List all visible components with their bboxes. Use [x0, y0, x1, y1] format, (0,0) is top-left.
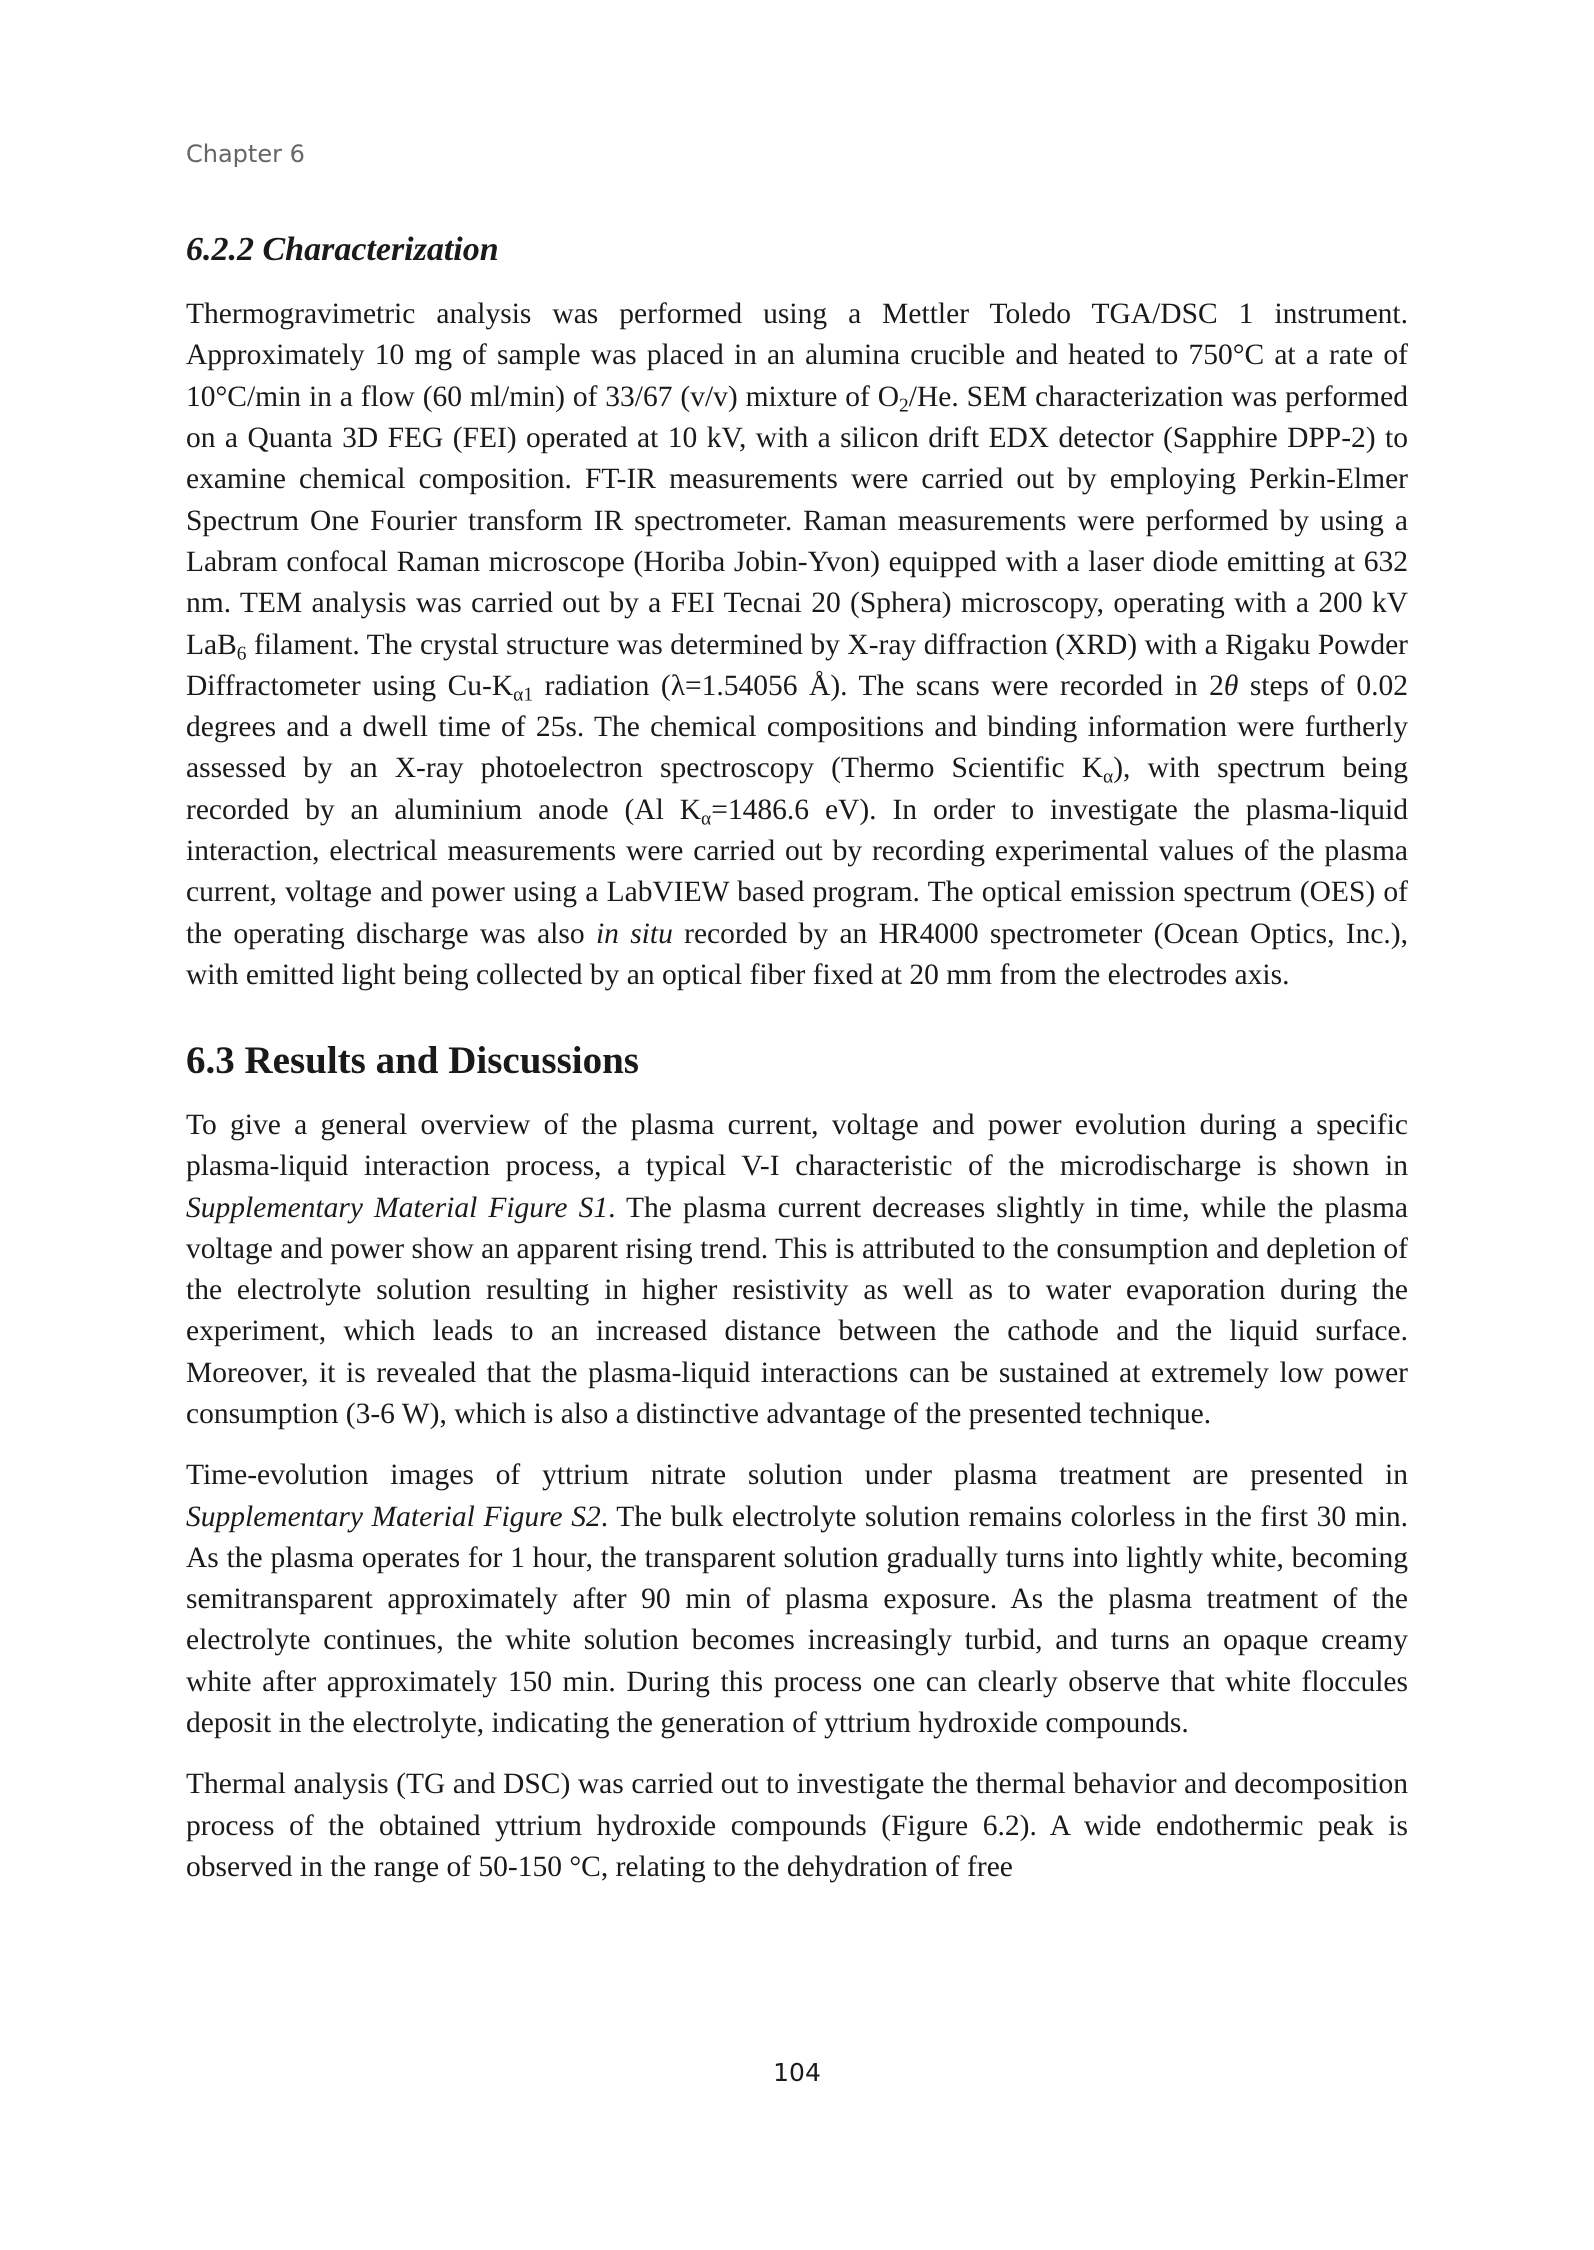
text-run: To give a general overview of the plasma current, voltage and power evolution during a specific plasma-liquid interaction process, a typical V-I characteristic of the microdischarge is shown in [186, 1108, 1408, 1183]
figure-reference: Supplementary Material Figure S1 [186, 1191, 609, 1224]
italic-run: in situ [595, 917, 673, 950]
text-run: Thermogravimetric analysis was performed using a Mettler Toledo TGA/DSC 1 instrument. Approximately 10 mg of sample was placed in an alumina crucible and heated to 750°C at a rate of 10°C/min in a flow (60 ml/min) of 33/67 (v/v) mixture of O [186, 298, 1408, 413]
page-content [186, 228, 1408, 1908]
subscript: 6 [236, 643, 247, 664]
text-run: filament. The crystal structure was determined by X-ray diffraction (XRD) with a Rigaku Powder Diffractometer using Cu-K [186, 628, 1408, 702]
text-run: Time-evolution images of yttrium nitrate solution under plasma treatment are presented in [186, 1459, 1408, 1492]
text-run: radiation (λ=1.54056 Å). The scans were recorded in 2 [533, 669, 1224, 702]
text-run: steps of 0.02 degrees and a dwell time of 25s. The chemical compositions and binding information were furtherly assessed by an X-ray photoelectron spectroscopy (Thermo Scientific K [186, 669, 1408, 785]
results-paragraph-3: Thermal analysis (TG and DSC) was carried out to investigate the thermal behavior and decomposition process of the obtained yttrium hydroxide compounds (Figure 6.2). A wide endothermic peak is observed in the range of 50-150 °C, relating to the dehydration of free [186, 1768, 1408, 1883]
page-number: 104 [773, 2058, 821, 2087]
subscript: α1 [513, 684, 534, 706]
text-run: =1486.6 eV). In order to investigate the plasma-liquid interaction, electrical measurements were carried out by recording experimental values of the plasma current, voltage and power using a LabVIEW based program. The optical emission spectrum (OES) of the operating discharge was also [186, 793, 1408, 950]
theta-symbol: θ [1223, 669, 1239, 702]
subsection-heading: 6.2.2 Characterization [186, 231, 499, 268]
results-paragraph-2 [186, 1455, 1408, 1744]
running-head: Chapter 6 [186, 140, 305, 168]
results-paragraph-1 [186, 1105, 1408, 1435]
section-heading: 6.3 Results and Discussions [186, 1039, 639, 1083]
subscript: 2 [899, 395, 909, 417]
text-run: /He. SEM characterization was performed on a Quanta 3D FEG (FEI) operated at 10 kV, with a silicon drift EDX detector (Sapphire DPP-2) to examine chemical composition. FT-IR measurements were carried out by employing Perkin-Elmer Spectrum One Fourier transform IR spectrometer. Raman measurements were performed by using a Labram confocal Raman microscope (Horiba Jobin-Yvon) equipped with a laser diode emitting at 632 nm. TEM analysis was carried out by a FEI Tecnai 20 (Sphera) microscopy, operating with a 200 kV LaB [186, 380, 1408, 661]
text-run: ), with spectrum being recorded by an aluminium anode (Al K [186, 752, 1408, 826]
text-run: . The plasma current decreases slightly in time, while the plasma voltage and power show an apparent rising trend. This is attributed to the consumption and depletion of the electrolyte solution resulting in higher resistivity as well as to water evaporation during the experiment, which leads to an increased distance between the cathode and the liquid surface. Moreover, it is revealed that the plasma-liquid interactions can be sustained at extremely low power consumption (3-6 W), which is also a distinctive advantage of the presented technique. [186, 1191, 1409, 1430]
text-run: recorded by an HR4000 spectrometer (Ocean Optics, Inc.), with emitted light being collected by an optical fiber fixed at 20 mm from the electrodes axis. [186, 917, 1408, 991]
figure-reference: Supplementary Material Figure S2 [186, 1500, 601, 1533]
subscript: α [701, 808, 712, 830]
characterization-paragraph [186, 294, 1408, 996]
subscript: α [1103, 766, 1114, 788]
text-run: . The bulk electrolyte solution remains colorless in the first 30 min. As the plasma operates for 1 hour, the transparent solution gradually turns into lightly white, becoming semitransparent approximately after 90 min of plasma exposure. As the plasma treatment of the electrolyte continues, the white solution becomes increasingly turbid, and turns an opaque creamy white after approximately 150 min. During this process one can clearly observe that white floccules deposit in the electrolyte, indicating the generation of yttrium hydroxide compounds. [186, 1500, 1408, 1740]
